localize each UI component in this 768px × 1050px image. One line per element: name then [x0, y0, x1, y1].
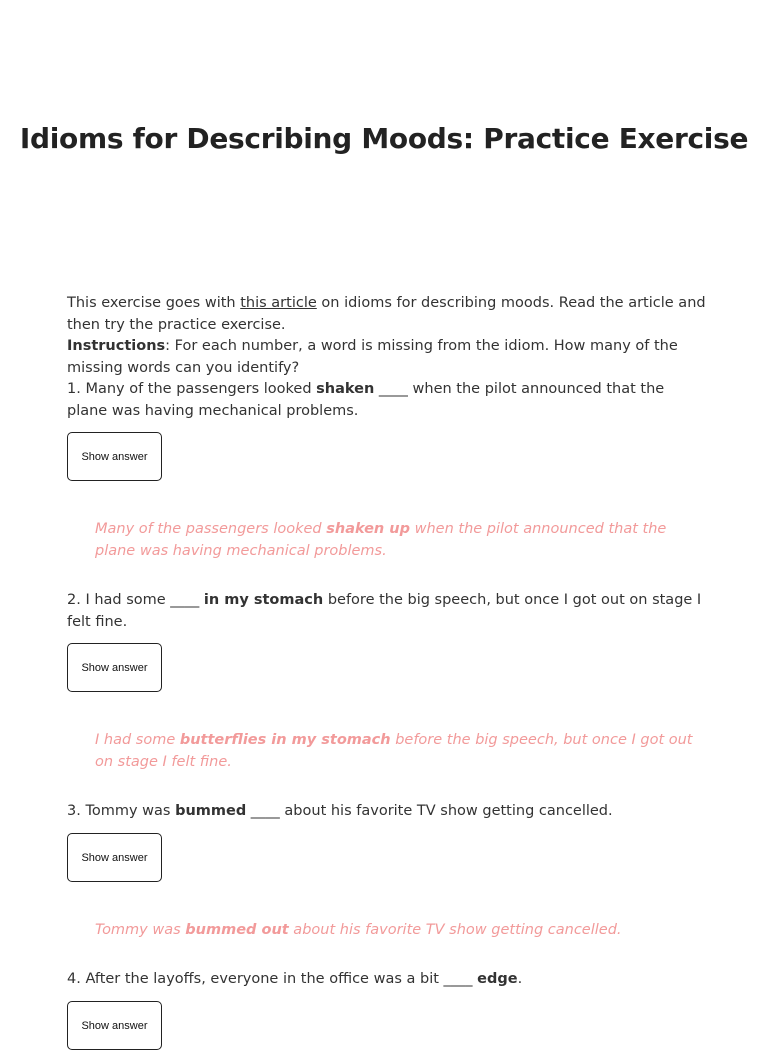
question-1-idiom: shaken	[316, 381, 375, 397]
intro-paragraph	[67, 293, 707, 336]
show-answer-button-2[interactable]: Show answer	[67, 643, 162, 692]
answer-2-before: I had some	[95, 732, 180, 748]
question-3-after: ____ about his favorite TV show getting cancelled.	[246, 803, 613, 819]
answer-1-before: Many of the passengers looked	[95, 521, 327, 537]
question-4	[67, 969, 707, 991]
question-4-before: 4. After the layoffs, everyone in the office was a bit ____	[67, 971, 478, 987]
article-body	[67, 293, 707, 1050]
answer-3	[67, 920, 707, 942]
question-2	[67, 590, 707, 633]
instructions-text: : For each number, a word is missing from the idiom. How many of the missing words can you identify?	[67, 338, 678, 376]
question-1	[67, 379, 707, 422]
answer-3-after: about his favorite TV show getting cancelled.	[288, 921, 622, 938]
question-3-idiom: bummed	[175, 803, 247, 819]
question-1-after: ____ when the pilot announced that the plane was having mechanical problems.	[67, 381, 665, 419]
article-link[interactable]: this article	[240, 295, 317, 311]
question-3	[67, 801, 707, 823]
question-2-before: 2. I had some ____	[67, 592, 204, 608]
answer-2-idiom: butterflies in my stomach	[179, 732, 391, 748]
show-answer-button-4[interactable]: Show answer	[67, 1001, 162, 1050]
answer-1-after: when the pilot announced that the plane was having mechanical problems.	[95, 521, 667, 559]
question-4-idiom: edge	[477, 971, 518, 987]
instructions-label: Instructions	[67, 338, 166, 354]
instructions-paragraph	[67, 336, 707, 379]
question-2-idiom: in my stomach	[203, 592, 324, 608]
answer-1-idiom: shaken up	[326, 521, 411, 537]
question-2-after: before the big speech, but once I got out on stage I felt fine.	[67, 592, 702, 630]
question-3-before: 3. Tommy was	[67, 803, 176, 819]
answer-3-idiom: bummed out	[185, 921, 289, 938]
answer-2	[67, 730, 707, 773]
answer-2-after: before the big speech, but once I got out on stage I felt fine.	[95, 732, 693, 770]
answer-3-before: Tommy was	[95, 921, 186, 938]
show-answer-button-3[interactable]: Show answer	[67, 833, 162, 882]
show-answer-button-1[interactable]: Show answer	[67, 432, 162, 481]
page-title: Idioms for Describing Moods: Practice Exercise	[19, 122, 749, 155]
answer-1	[67, 519, 707, 562]
question-1-before: 1. Many of the passengers looked	[67, 381, 317, 397]
question-4-after: .	[517, 971, 523, 987]
intro-text-after: on idioms for describing moods. Read the article and then try the practice exercise.	[67, 295, 706, 333]
intro-text-before: This exercise goes with	[67, 295, 241, 311]
